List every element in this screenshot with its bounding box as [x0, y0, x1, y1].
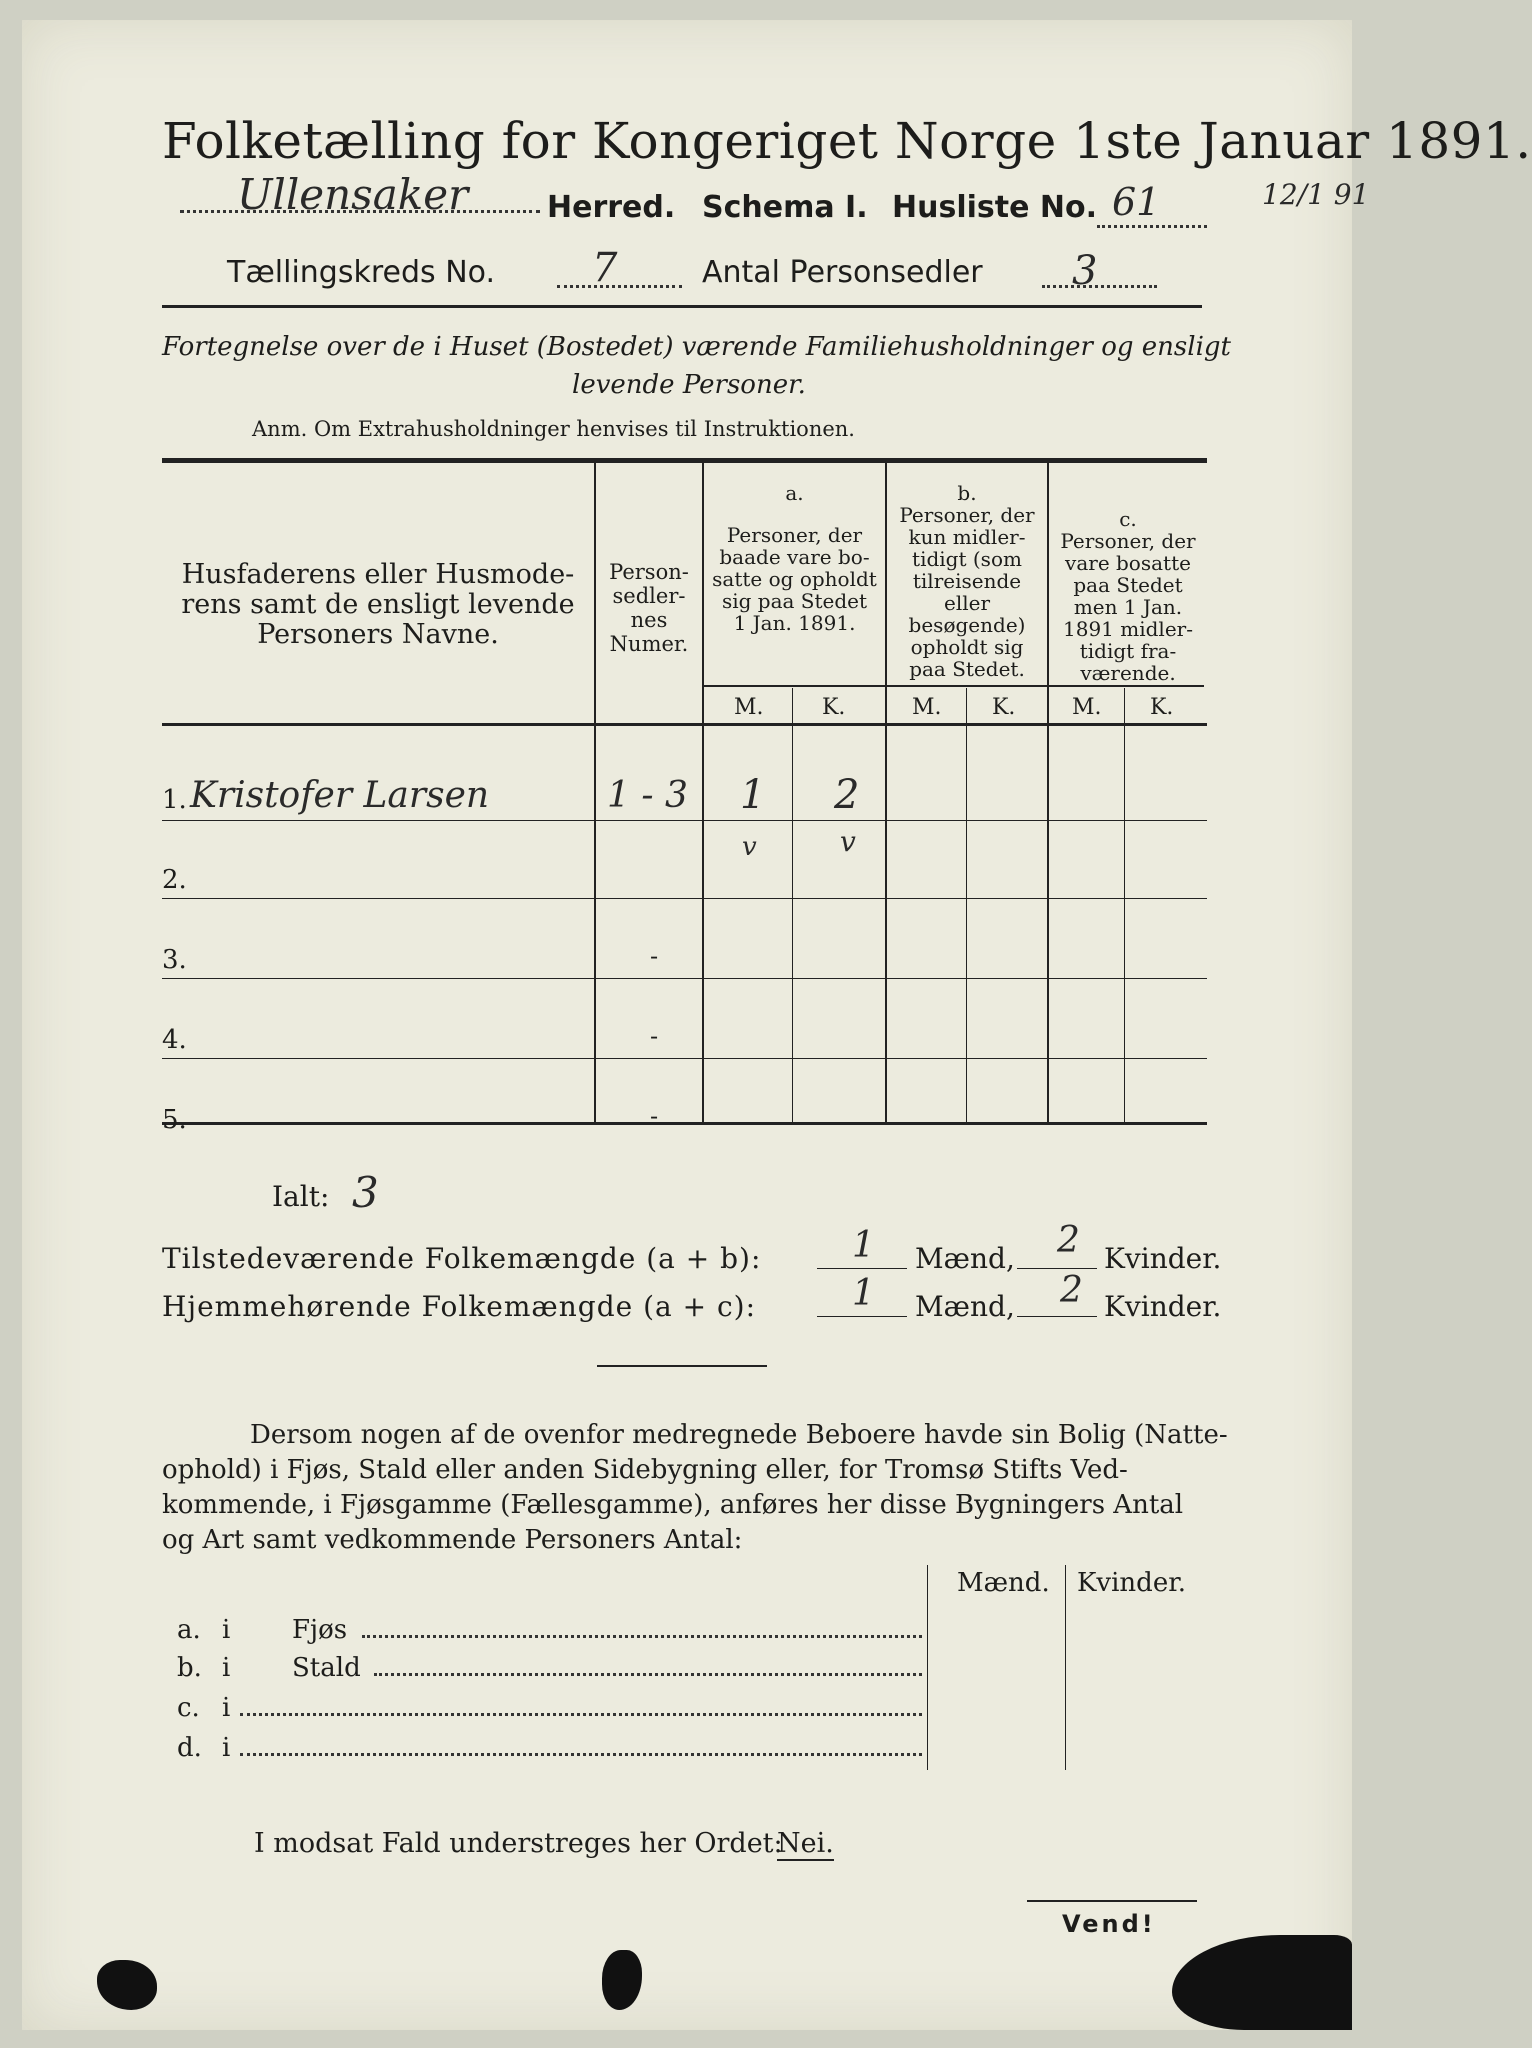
col-header-b: b. Personer, der kun midler- tidigt (som tilreisende eller besøgende) opholdt sig paa Stedet.: [899, 481, 1035, 681]
census-form-sheet: [22, 20, 1532, 2030]
row-number: 2.: [162, 865, 187, 895]
row-1-check-m: v: [742, 832, 757, 862]
intro-line-2: levende Personer.: [572, 370, 806, 400]
row-1-numer: 1 - 3: [607, 775, 688, 816]
hjemme-kvinder-value: 2: [1060, 1270, 1083, 1311]
table-header-rule: [162, 723, 1207, 726]
building-d-prep: i: [222, 1733, 231, 1763]
hjemme-label: Hjemmehørende Folkemængde (a + c):: [162, 1290, 756, 1323]
label-a-m: M.: [734, 695, 764, 720]
building-b-letter: b.: [177, 1653, 202, 1683]
tilstede-kvinder-value: 2: [1057, 1220, 1080, 1261]
tilstede-label: Tilstedeværende Folkemængde (a + b):: [162, 1242, 762, 1275]
paragraph-line-2: ophold) i Fjøs, Stald eller anden Sidebygning eller, for Tromsø Stifts Ved-: [162, 1455, 1128, 1485]
building-d-dots: [240, 1753, 922, 1756]
antal-label: Antal Personsedler: [702, 255, 983, 290]
hjemme-maend-line: [817, 1316, 907, 1317]
building-a-prep: i: [222, 1615, 231, 1645]
mk-rule: [704, 685, 1204, 687]
table-top-rule: [162, 458, 1207, 463]
building-c-dots: [240, 1713, 922, 1716]
row-number: 1.: [162, 785, 187, 815]
row-3-numer: -: [650, 942, 659, 970]
ink-blot: [97, 1960, 157, 2010]
herred-value: Ullensaker: [237, 170, 469, 219]
husliste-dotted-line: [1097, 225, 1207, 228]
margin-note: 12/1 91: [1262, 178, 1370, 211]
label-c-k: K.: [1150, 695, 1174, 720]
torn-corner: [1172, 1935, 1352, 2030]
col-header-c: c. Personer, der vare bosatte paa Stedet men 1 Jan. 1891 midler- tidigt fra- værende.: [1060, 507, 1196, 685]
label-a-k: K.: [822, 695, 846, 720]
building-c-prep: i: [222, 1693, 231, 1723]
hjemme-kvinder-label: Kvinder.: [1104, 1290, 1222, 1323]
anm-note: Anm. Om Extrahusholdninger henvises til Instruktionen.: [252, 417, 855, 441]
hjemme-kvinder-line: [1017, 1316, 1097, 1317]
kreds-label: Tællingskreds No.: [227, 255, 495, 290]
hjemme-maend-value: 1: [852, 1273, 875, 1314]
building-b-dots: [374, 1673, 922, 1676]
tilstede-kvinder-label: Kvinder.: [1104, 1242, 1222, 1275]
paragraph-line-1: Dersom nogen af de ovenfor medregnede Beboere havde sin Bolig (Natte-: [250, 1420, 1228, 1450]
ialt-value: 3: [352, 1168, 379, 1217]
building-a-dots: [362, 1635, 922, 1638]
label-b-k: K.: [992, 695, 1016, 720]
hjemme-maend-label: Mænd,: [915, 1290, 1015, 1323]
schema-label: Schema I.: [702, 190, 868, 225]
row-1-check-k: v: [840, 825, 856, 858]
building-header-maend: Mænd.: [957, 1568, 1050, 1598]
col-header-numer: Person- sedler- nes Numer.: [609, 560, 689, 656]
ialt-label: Ialt:: [272, 1180, 330, 1213]
paragraph-line-3: kommende, i Fjøsgamme (Fællesgamme), anføres her disse Bygningers Antal: [162, 1490, 1184, 1520]
tilstede-maend-line: [817, 1268, 907, 1269]
row-5-numer: -: [650, 1102, 659, 1130]
row-rule: [162, 820, 1207, 821]
tilstede-maend-label: Mænd,: [915, 1242, 1015, 1275]
vend-rule: [1027, 1900, 1197, 1902]
row-number: 4.: [162, 1025, 187, 1055]
row-rule: [162, 1058, 1207, 1059]
page-title: Folketælling for Kongeriget Norge 1ste Januar 1891.: [162, 112, 1532, 170]
herred-label: Herred.: [547, 190, 676, 225]
ink-blot: [602, 1950, 642, 2010]
husliste-value: 61: [1112, 180, 1161, 224]
row-4-numer: -: [650, 1022, 659, 1050]
row-rule: [162, 978, 1207, 979]
modsat-text: I modsat Fald understreges her Ordet:: [254, 1828, 783, 1859]
building-d-letter: d.: [177, 1733, 202, 1763]
building-b-name: Stald: [292, 1653, 361, 1683]
building-header-kvinder: Kvinder.: [1077, 1568, 1187, 1598]
label-c-m: M.: [1072, 695, 1102, 720]
building-col-divider: [1065, 1565, 1066, 1770]
building-c-letter: c.: [177, 1693, 200, 1723]
row-rule: [162, 898, 1207, 899]
row-1-name: Kristofer Larsen: [190, 775, 490, 816]
col-header-names: Husfaderens eller Husmode- rens samt de ensligt levende Personers Navne.: [181, 559, 575, 650]
row-number: 5.: [162, 1105, 187, 1135]
building-a-letter: a.: [177, 1615, 201, 1645]
building-b-prep: i: [222, 1653, 231, 1683]
husliste-label: Husliste No.: [892, 190, 1097, 225]
row-1-a-m: 1: [740, 772, 766, 818]
intro-line-1: Fortegnelse over de i Huset (Bostedet) værende Familiehusholdninger og ensligt: [162, 332, 1231, 362]
paragraph-line-4: og Art samt vedkommende Personers Antal:: [162, 1525, 743, 1555]
tilstede-kvinder-line: [1017, 1268, 1097, 1269]
section-divider: [597, 1365, 767, 1367]
label-b-m: M.: [912, 695, 942, 720]
modsat-word: Nei.: [777, 1828, 834, 1859]
vend-label: Vend!: [1062, 1910, 1156, 1938]
building-a-name: Fjøs: [292, 1615, 348, 1645]
row-1-a-k: 2: [834, 772, 860, 818]
kreds-value: 7: [592, 245, 618, 291]
header-rule: [162, 305, 1202, 308]
tilstede-maend-value: 1: [852, 1225, 875, 1266]
table-bottom-rule: [162, 1122, 1207, 1125]
building-col-divider: [927, 1565, 928, 1770]
col-header-a: a. Personer, der baade vare bo- satte og opholdt sig paa Stedet 1 Jan. 1891.: [712, 481, 877, 635]
antal-value: 3: [1072, 248, 1098, 294]
row-number: 3.: [162, 945, 187, 975]
kreds-dotted-line: [557, 285, 682, 288]
antal-dotted-line: [1042, 285, 1157, 288]
